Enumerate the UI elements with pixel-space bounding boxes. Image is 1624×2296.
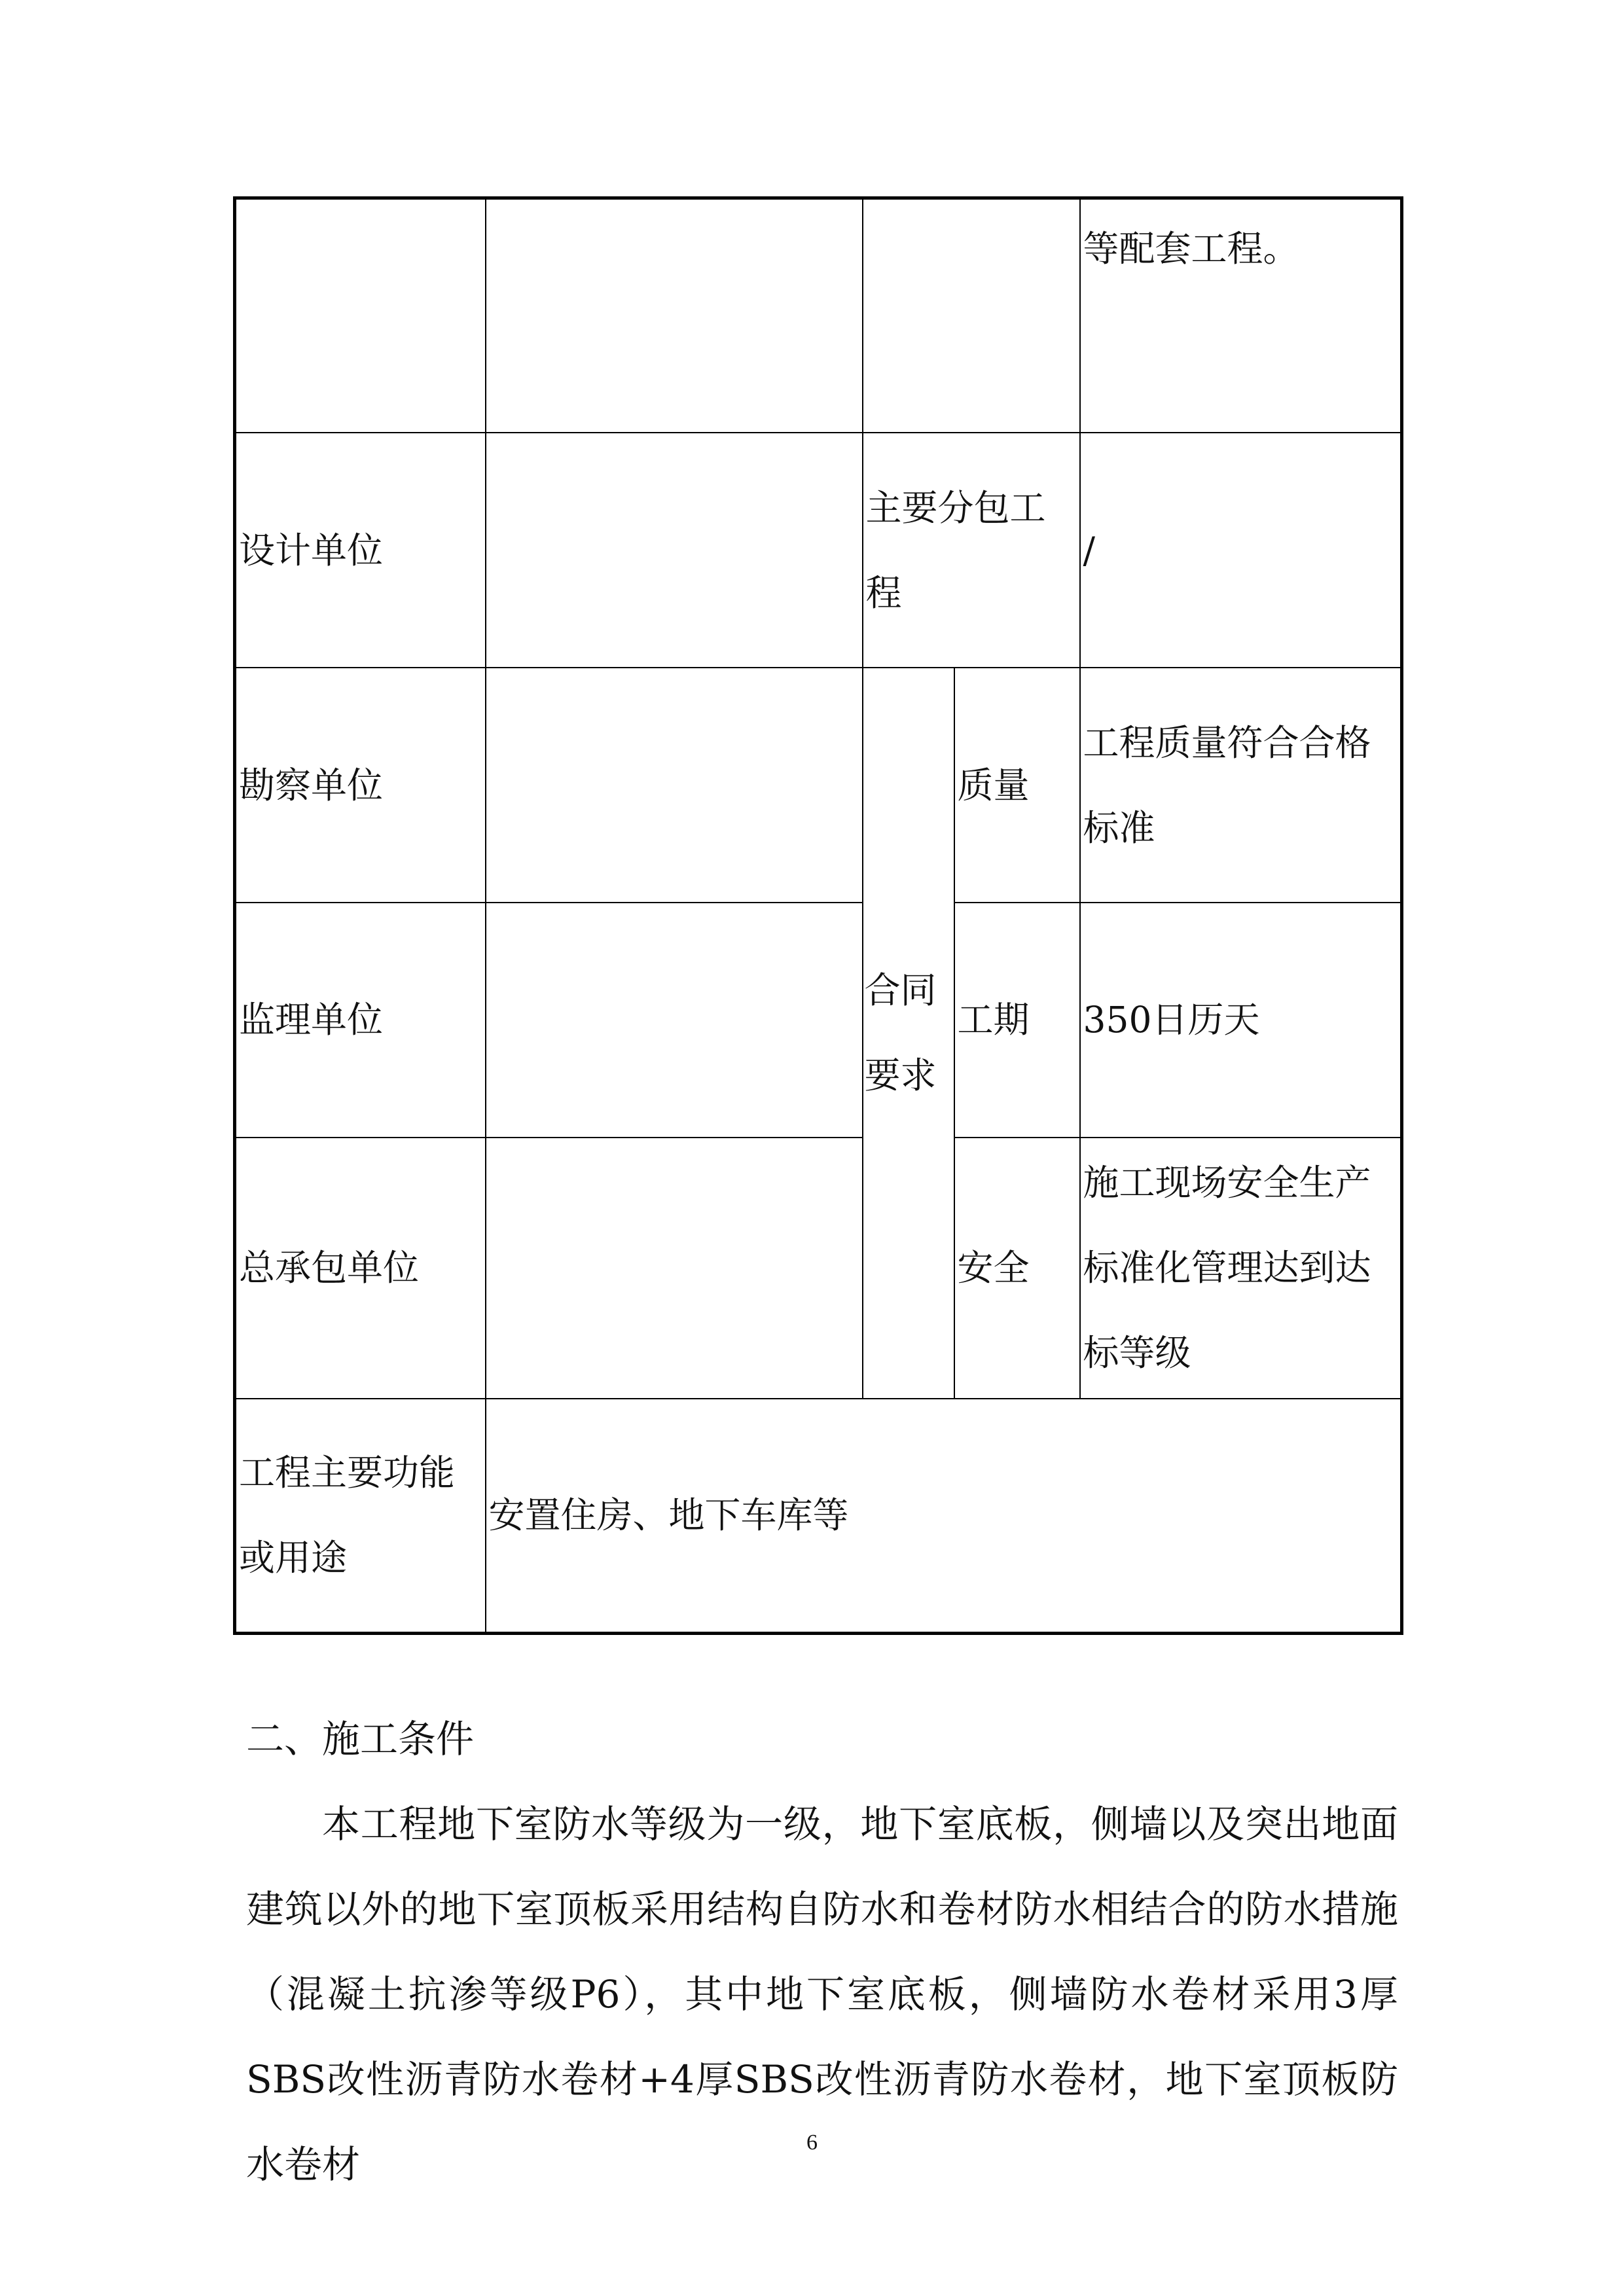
row-label-design-unit: 设计单位 xyxy=(235,433,486,668)
row-label-supervision-unit: 监理单位 xyxy=(235,903,486,1138)
row-value-supervision-unit xyxy=(486,903,863,1138)
row-value-design-unit xyxy=(486,433,863,668)
requirement-name-quality: 质量 xyxy=(954,668,1080,903)
table-cell: 等配套工程。 xyxy=(1080,198,1402,433)
row-label-subcontract: 主要分包工程 xyxy=(863,433,1080,668)
table-row xyxy=(235,1399,1402,1634)
table-row xyxy=(235,198,1402,433)
table-cell xyxy=(863,198,1080,433)
row-label-survey-unit: 勘察单位 xyxy=(235,668,486,903)
row-value-general-contractor xyxy=(486,1138,863,1399)
row-label-general-contractor: 总承包单位 xyxy=(235,1138,486,1399)
body-paragraph: 本工程地下室防水等级为一级，地下室底板，侧墙以及突出地面建筑以外的地下室顶板采用结构自防水和卷材防水相结合的防水措施（混凝土抗渗等级P6），其中地下室底板，侧墙防水卷材采用3厚SBS改性沥青防水卷材+4厚SBS改性沥青防水卷材，地下室顶板防水卷材 xyxy=(246,1802,1398,2187)
section-heading: 二、施工条件 xyxy=(246,1717,475,1761)
project-info-table xyxy=(233,196,1403,1635)
row-label-function: 工程主要功能或用途 xyxy=(235,1399,486,1634)
row-value-subcontract: / xyxy=(1080,433,1402,668)
row-value-function: 安置住房、地下车库等 xyxy=(486,1399,1402,1634)
row-value-survey-unit xyxy=(486,668,863,903)
table-row xyxy=(235,1138,1402,1399)
contract-requirements-label: 合同要求 xyxy=(863,668,954,1399)
table-cell xyxy=(486,198,863,433)
table-cell xyxy=(235,198,486,433)
requirement-name-safety: 安全 xyxy=(954,1138,1080,1399)
table-row xyxy=(235,433,1402,668)
table-row xyxy=(235,903,1402,1138)
table-row xyxy=(235,668,1402,903)
page-number: 6 xyxy=(806,2130,818,2155)
requirement-value-quality: 工程质量符合合格标准 xyxy=(1080,668,1402,903)
requirement-name-schedule: 工期 xyxy=(954,903,1080,1138)
requirement-value-safety: 施工现场安全生产标准化管理达到达标等级 xyxy=(1080,1138,1402,1399)
requirement-value-schedule: 350日历天 xyxy=(1080,903,1402,1138)
